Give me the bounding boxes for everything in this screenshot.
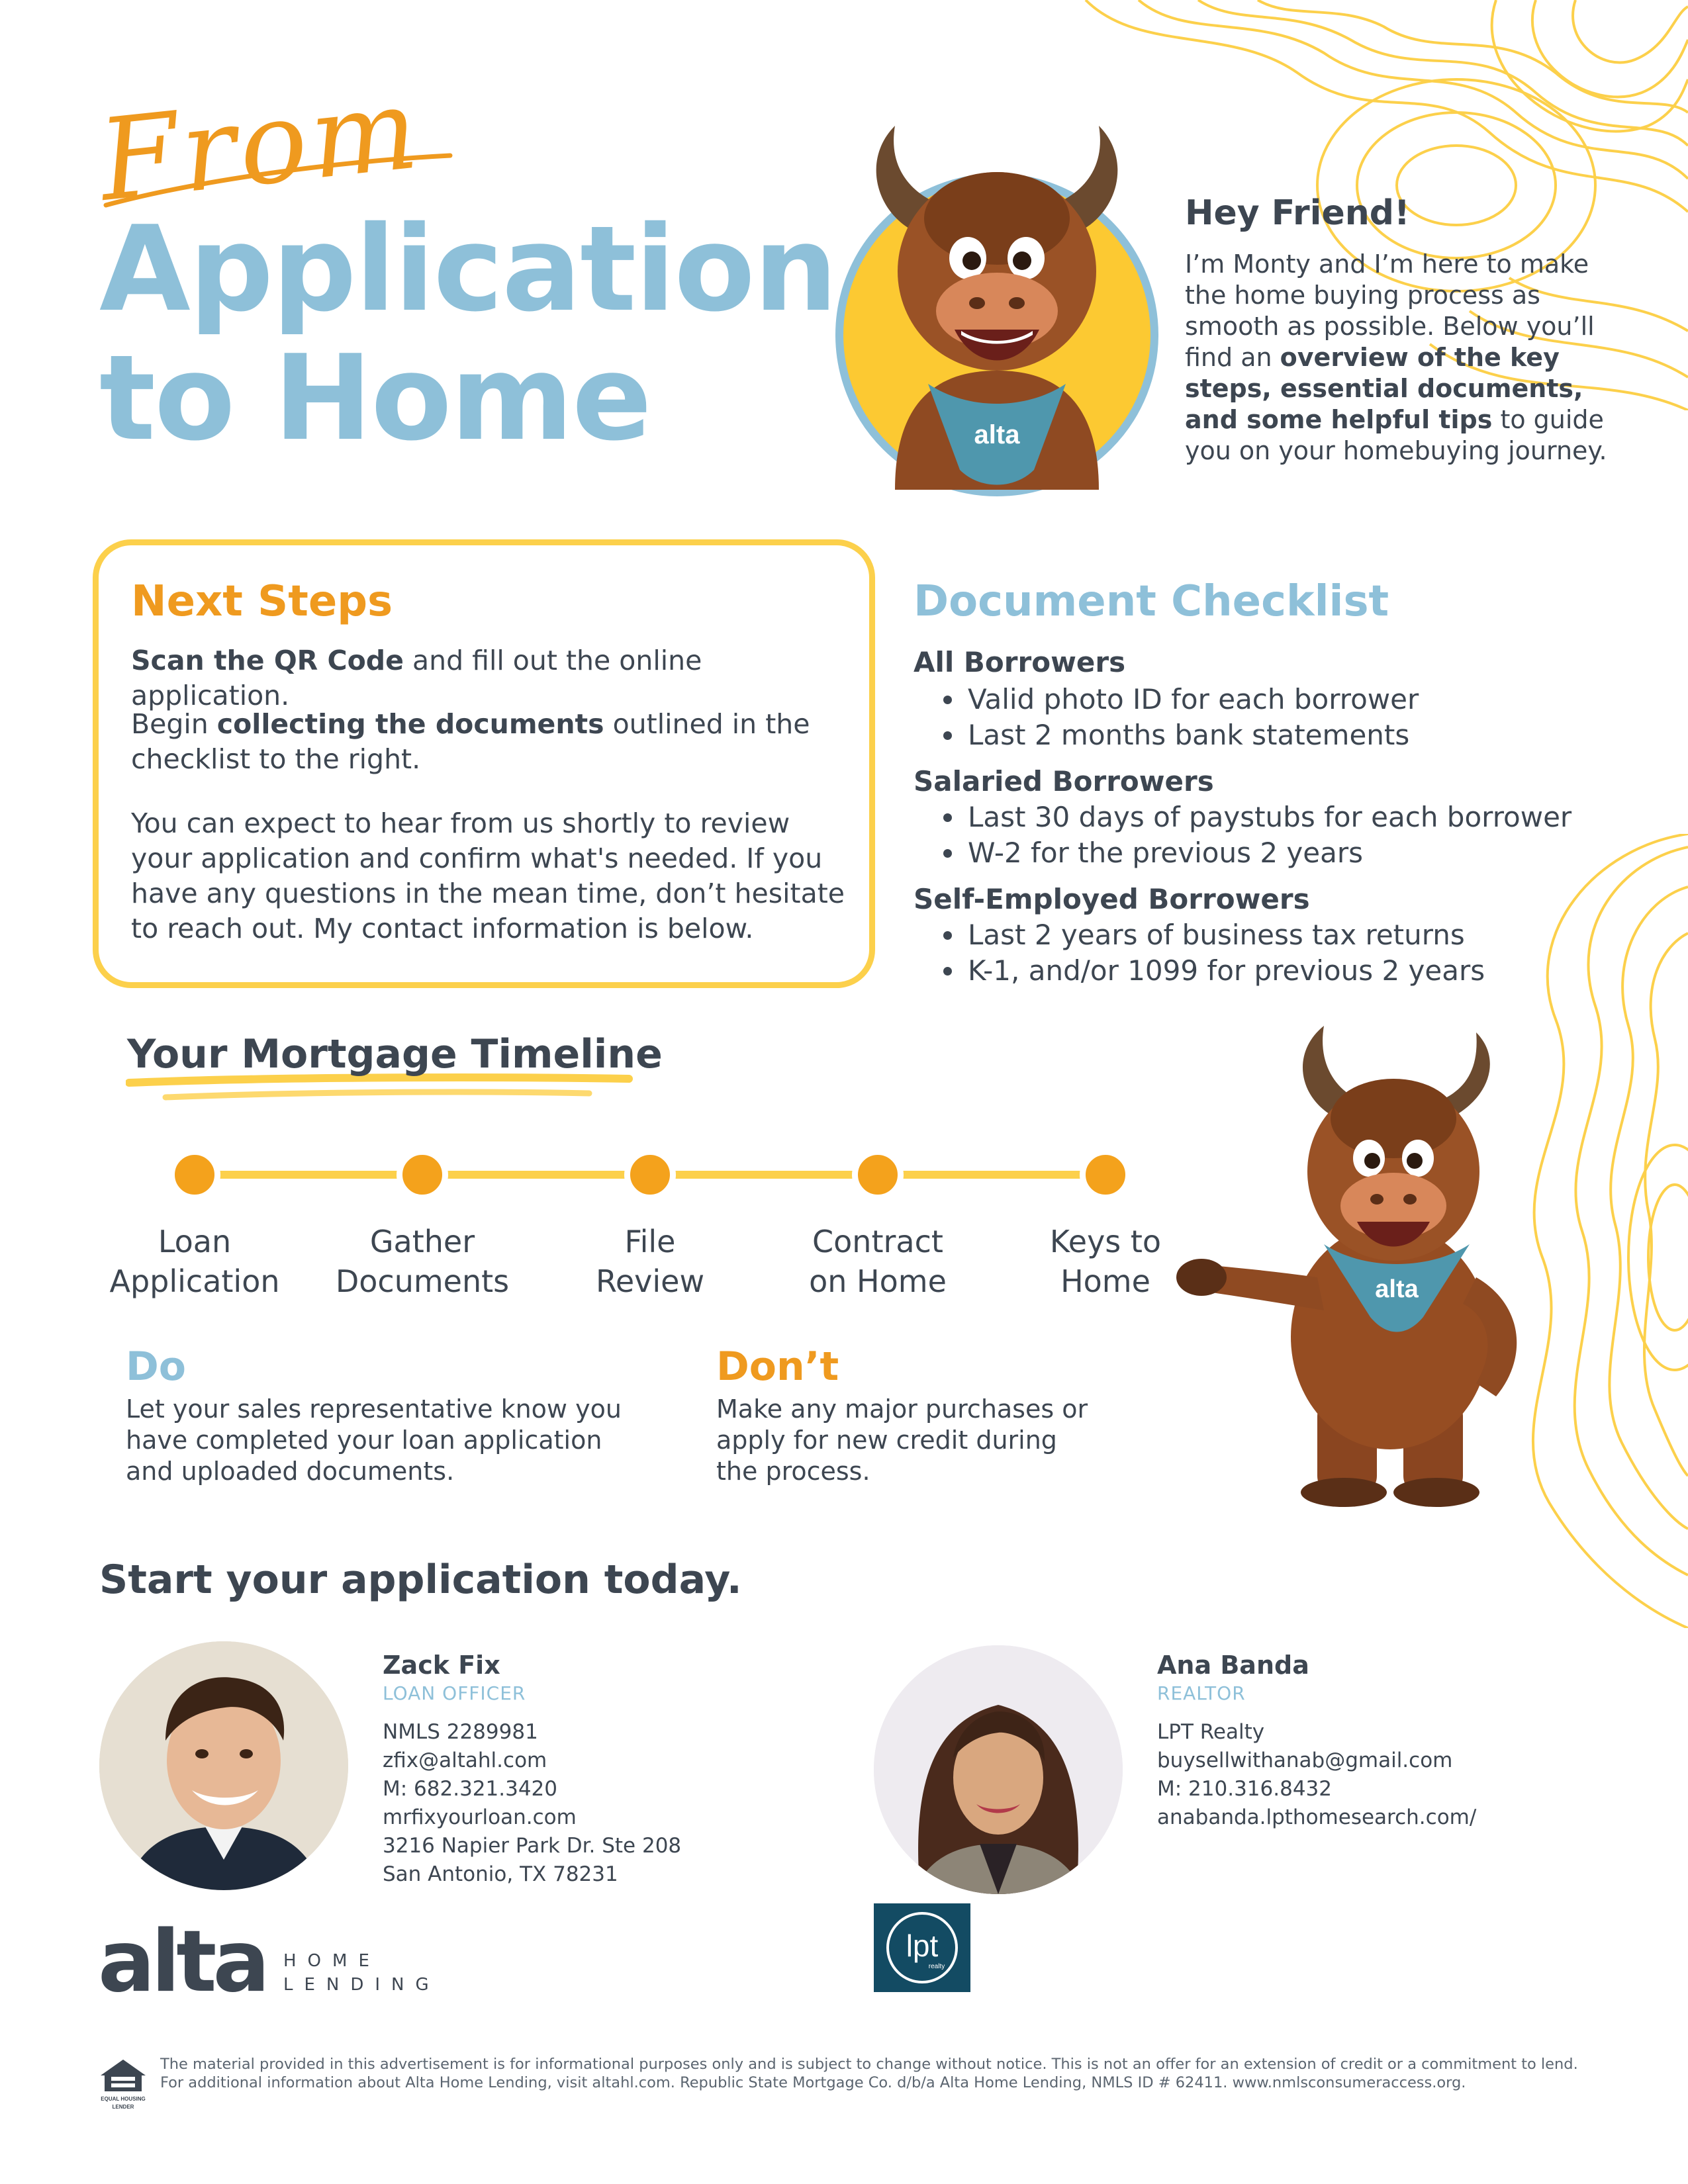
intro-text-part1: I’m Monty and I’m here to make the home buying process as smooth as possible. Below you’ll find an — [1185, 250, 1595, 372]
realtor-phone[interactable]: M: 210.316.8432 — [1157, 1777, 1332, 1801]
loan-officer-address-line2: San Antonio, TX 78231 — [383, 1862, 618, 1886]
bandana-logo-text: alta — [1375, 1275, 1419, 1303]
timeline-dot — [169, 1150, 220, 1200]
mascot-bison-portrait — [835, 119, 1158, 490]
loan-officer-email[interactable]: zfix@altahl.com — [383, 1749, 547, 1772]
bandana-logo-text: alta — [974, 420, 1020, 449]
timeline-step-label — [323, 1222, 522, 1301]
checklist-item: • Valid photo ID for each borrower — [965, 682, 1419, 717]
equal-housing-lender-icon — [98, 2058, 148, 2113]
next-steps-p2-start: Begin — [131, 708, 217, 740]
next-steps-p1-rest: and fill out the online application. — [131, 645, 702, 711]
timeline-step-line1: File — [624, 1224, 676, 1259]
checklist-item: • W-2 for the previous 2 years — [965, 835, 1571, 871]
checklist-item: • Last 30 days of paystubs for each borrower — [965, 799, 1571, 835]
next-steps-paragraph-2 — [131, 707, 833, 777]
realtor-role: REALTOR — [1157, 1682, 1246, 1704]
hero-title-line1: Application — [99, 201, 837, 338]
dont-title: Don’t — [716, 1343, 839, 1390]
checklist-group-heading: Salaried Borrowers — [914, 765, 1214, 797]
checklist-group-heading: All Borrowers — [914, 646, 1126, 678]
lpt-realty-logo — [874, 1903, 970, 1992]
checklist-item: • Last 2 years of business tax returns — [965, 917, 1485, 953]
timeline-step-line2: Documents — [335, 1263, 510, 1299]
mascot-bison-pointing — [1172, 1026, 1556, 1509]
realtor-contact — [1157, 1718, 1476, 1832]
timeline-dot — [1080, 1150, 1131, 1200]
hero-title-line2: to Home — [99, 330, 651, 467]
timeline-step-line1: Loan — [158, 1224, 232, 1259]
intro-text-bold: overview of the key steps, essential documents, and some helpful tips — [1185, 343, 1583, 434]
realtor-name: Ana Banda — [1157, 1651, 1309, 1680]
timeline-dot — [397, 1150, 447, 1200]
loan-officer-address-line1: 3216 Napier Park Dr. Ste 208 — [383, 1834, 682, 1858]
lpt-logo-text: lpt — [906, 1929, 939, 1963]
next-steps-paragraph-3: You can expect to hear from us shortly to review your application and confirm what's needed. If you have any questions in the mean time, don’t hesitate to reach out. My contact information is below. — [131, 807, 845, 944]
timeline-step-label — [778, 1222, 977, 1301]
loan-officer-phone[interactable]: M: 682.321.3420 — [383, 1777, 557, 1801]
realtor-company: LPT Realty — [1157, 1720, 1265, 1744]
timeline-step-line1: Contract — [812, 1224, 943, 1259]
do-text: Let your sales representative know you have completed your loan application and uploaded documents. — [126, 1394, 622, 1486]
realtor-photo — [874, 1645, 1123, 1894]
loan-officer-contact — [383, 1718, 681, 1889]
realtor-email[interactable]: buysellwithanab@gmail.com — [1157, 1749, 1453, 1772]
checklist-group-list — [914, 799, 1571, 871]
ehl-text-line1: EQUAL HOUSING — [101, 2096, 146, 2102]
timeline-step-line2: on Home — [809, 1263, 947, 1299]
timeline-step-line2: Application — [109, 1263, 280, 1299]
ehl-text-line2: LENDER — [112, 2104, 134, 2110]
timeline-step-label — [551, 1222, 749, 1301]
next-steps-p1-bold: Scan the QR Code — [131, 645, 404, 676]
loan-officer-role: LOAN OFFICER — [383, 1682, 526, 1704]
timeline-dot — [625, 1150, 675, 1200]
alta-logo-sub-home: HOME — [283, 1951, 381, 1971]
checklist-item: • Last 2 months bank statements — [965, 717, 1419, 753]
checklist-item: • K-1, and/or 1099 for previous 2 years — [965, 953, 1485, 989]
do-title: Do — [126, 1343, 187, 1390]
timeline-dot — [853, 1150, 903, 1200]
dont-text: Make any major purchases or apply for new credit during the process. — [716, 1394, 1088, 1486]
alta-logo: alta — [98, 1913, 266, 2011]
loan-officer-nmls: NMLS 2289981 — [383, 1720, 538, 1744]
timeline-step-line2: Home — [1060, 1263, 1150, 1299]
next-steps-title: Next Steps — [131, 577, 393, 626]
timeline-step-line1: Gather — [369, 1224, 475, 1259]
lpt-logo-sub: realty — [928, 1963, 945, 1970]
intro-text-part3: to guide you on your homebuying journey. — [1185, 405, 1607, 465]
loan-officer-photo — [99, 1641, 348, 1890]
checklist-group-list — [914, 917, 1485, 989]
checklist-group-list — [914, 682, 1419, 753]
next-steps-p2-bold: collecting the documents — [216, 708, 604, 740]
checklist-title: Document Checklist — [914, 577, 1389, 626]
realtor-website[interactable]: anabanda.lpthomesearch.com/ — [1157, 1805, 1477, 1829]
hero-script-word: From — [93, 63, 428, 227]
intro-text — [1185, 249, 1609, 467]
disclaimer-text: The material provided in this advertisement is for informational purposes only and is subject to change without notice. This is not an offer for an extension of credit or a commitment to lend. For additional information about Alta Home Lending, visit altahl.com. Republic State Mortgage Co. d/b/a Alta Home Lending, NMLS ID # 62411. www.nmlsconsumeraccess.org. — [160, 2056, 1578, 2091]
start-title: Start your application today. — [99, 1557, 742, 1603]
next-steps-paragraph-1 — [131, 643, 859, 713]
timeline-step-line2: Review — [595, 1263, 705, 1299]
next-steps-p2-rest: outlined in the checklist to the right. — [131, 708, 810, 775]
loan-officer-name: Zack Fix — [383, 1651, 500, 1680]
intro-title: Hey Friend! — [1185, 193, 1410, 233]
alta-logo-sub-lending: LENDING — [283, 1975, 440, 1995]
timeline-title: Your Mortgage Timeline — [127, 1031, 663, 1077]
checklist-group-heading: Self-Employed Borrowers — [914, 883, 1310, 915]
loan-officer-website[interactable]: mrfixyourloan.com — [383, 1805, 577, 1829]
timeline-step-line1: Keys to — [1049, 1224, 1162, 1259]
timeline-step-label — [95, 1222, 294, 1301]
